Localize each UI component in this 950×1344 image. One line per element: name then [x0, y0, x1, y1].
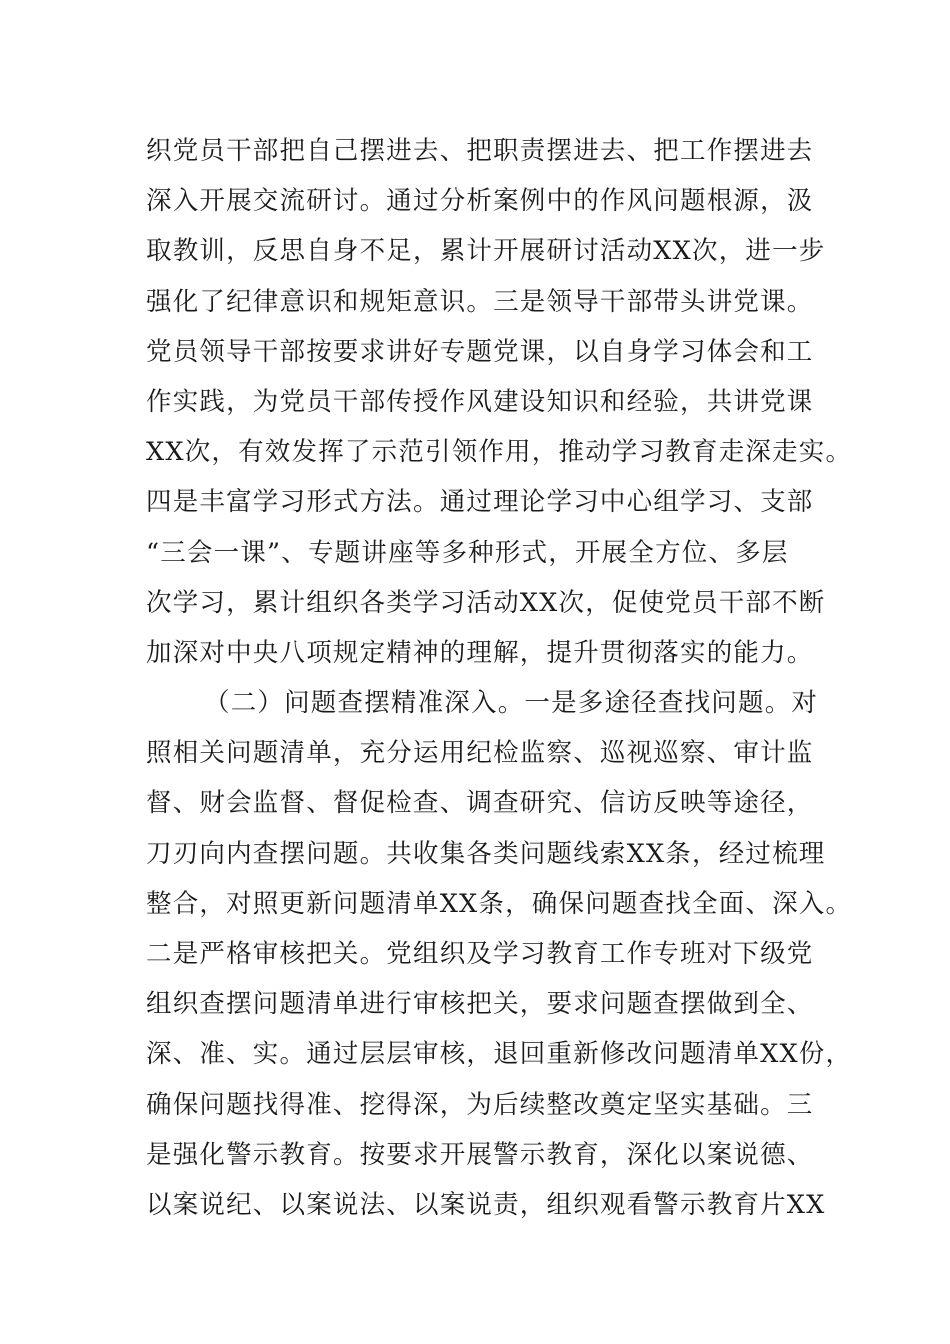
text-line: “三会一课”、专题讲座等多种形式，开展全方位、多层	[146, 537, 789, 568]
text-line: 是强化警示教育。按要求开展警示教育，深化以案说德、	[146, 1139, 814, 1170]
text-line: 确保问题找得准、挖得深，为后续整改奠定坚实基础。三	[146, 1089, 814, 1120]
text-line: 照相关问题清单，充分运用纪检监察、巡视巡察、审计监	[146, 738, 814, 769]
text-line: 深入开展交流研讨。通过分析案例中的作风问题根源，汲	[146, 186, 814, 217]
text-line: 督、财会监督、督促检查、调查研究、信访反映等途径，	[146, 788, 814, 819]
text-line: 加深对中央八项规定精神的理解，提升贯彻落实的能力。	[146, 637, 814, 668]
text-line: 整合，对照更新问题清单XX条，确保问题查找全面、深入。	[146, 888, 853, 919]
text-line: 次学习，累计组织各类学习活动XX次，促使党员干部不断	[146, 587, 826, 618]
text-line: XX次，有效发挥了示范引领作用，推动学习教育走深走实。	[146, 437, 853, 468]
text-line: 取教训，反思自身不足，累计开展研讨活动XX次，进一步	[146, 236, 826, 267]
text-line: 组织查摆问题清单进行审核把关，要求问题查摆做到全、	[146, 989, 814, 1020]
section-heading-line: （二）问题查摆精准深入。一是多途径查找问题。对	[204, 688, 819, 719]
text-line: 以案说纪、以案说法、以案说责，组织观看警示教育片XX	[146, 1189, 826, 1220]
text-line: 作实践，为党员干部传授作风建设知识和经验，共讲党课	[146, 386, 814, 417]
body-text	[146, 126, 853, 1230]
text-line: 二是严格审核把关。党组织及学习教育工作专班对下级党	[146, 939, 814, 969]
text-line: 深、准、实。通过层层审核，退回重新修改问题清单XX份，	[146, 1039, 853, 1070]
text-line: 党员领导干部按要求讲好专题党课，以自身学习体会和工	[146, 336, 814, 367]
text-line: 织党员干部把自己摆进去、把职责摆进去、把工作摆进去	[146, 136, 814, 166]
text-line: 强化了纪律意识和规矩意识。三是领导干部带头讲党课。	[146, 286, 814, 317]
text-line: 刀刃向内查摆问题。共收集各类问题线索XX条，经过梳理	[146, 838, 826, 869]
text-line: 四是丰富学习形式方法。通过理论学习中心组学习、支部	[146, 487, 814, 518]
